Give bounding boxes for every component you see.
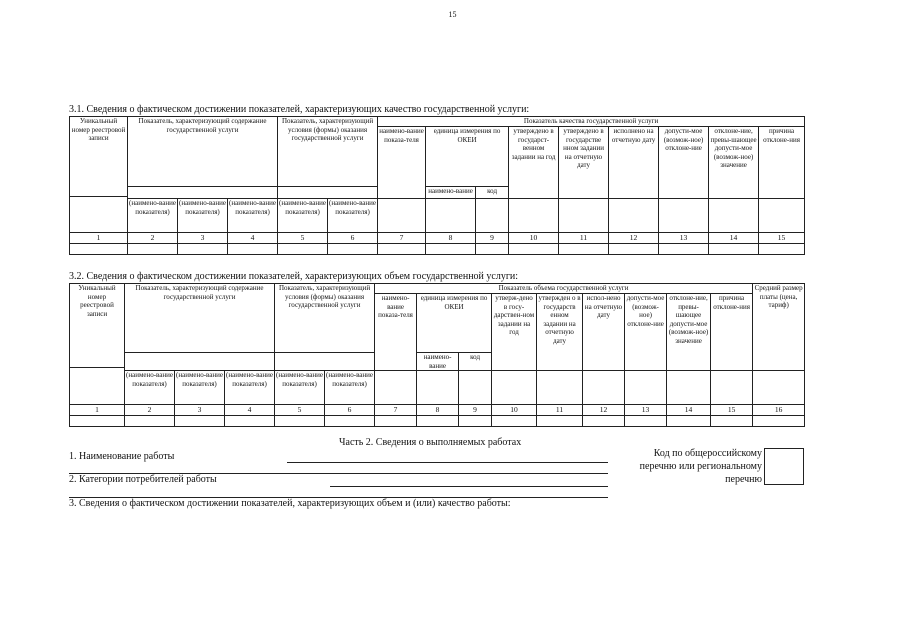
- volume-group-header: Показатель объема государственной услуги: [375, 284, 753, 294]
- col-allowed-deviation: допусти-мое (возмож-ное) отклоне-ние: [659, 127, 709, 199]
- data-cell[interactable]: [375, 416, 417, 427]
- data-cell[interactable]: [275, 416, 325, 427]
- col-number: 13: [659, 233, 709, 244]
- data-cell[interactable]: [459, 416, 492, 427]
- data-cell[interactable]: [328, 244, 378, 255]
- col-number: 14: [667, 405, 711, 416]
- col-content-indicator: Показатель, характеризующий содержание государственной услуги: [128, 117, 278, 187]
- col-allowed-deviation: допусти-мое (возмож-ное) отклоне-ние: [625, 294, 667, 371]
- unit-code-spacer: [476, 199, 509, 233]
- col-executed: исполнено на отчетную дату: [609, 127, 659, 199]
- spacer: [559, 199, 609, 233]
- data-cell[interactable]: [492, 416, 537, 427]
- sub-name: (наимено-вание показателя): [225, 371, 275, 405]
- data-cell[interactable]: [659, 244, 709, 255]
- data-cell[interactable]: [709, 244, 759, 255]
- col-number: 14: [709, 233, 759, 244]
- spacer: [759, 199, 805, 233]
- quality-group-header: Показатель качества государственной услуги: [378, 117, 805, 127]
- col-executed: испол-нено на отчетную дату: [583, 294, 625, 371]
- data-cell[interactable]: [509, 244, 559, 255]
- col-number: 10: [509, 233, 559, 244]
- data-cell[interactable]: [476, 244, 509, 255]
- sub-name: (наимено-вание показателя): [175, 371, 225, 405]
- spacer: [509, 199, 559, 233]
- col-number: 10: [492, 405, 537, 416]
- col-number: 11: [537, 405, 583, 416]
- col-number: 3: [175, 405, 225, 416]
- content-spacer: [125, 353, 275, 371]
- col-number: 9: [476, 233, 509, 244]
- work-name-field[interactable]: [287, 462, 608, 463]
- part2-title: Часть 2. Сведения о выполняемых работах: [339, 437, 522, 448]
- spacer: [537, 371, 583, 405]
- data-cell[interactable]: [759, 244, 805, 255]
- col-number: 6: [328, 233, 378, 244]
- conditions-spacer: [275, 353, 375, 371]
- col-number: 4: [228, 233, 278, 244]
- col-number: 8: [417, 405, 459, 416]
- code-box[interactable]: [764, 448, 804, 485]
- col-unique-number: Уникальный номер реестровой записи: [70, 284, 125, 368]
- spacer: [659, 199, 709, 233]
- sub-name: (наимено-вание показателя): [178, 199, 228, 233]
- col-price: Средний размер платы (цена, тариф): [753, 284, 805, 371]
- conditions-spacer: [278, 187, 378, 199]
- col-number: 12: [609, 233, 659, 244]
- sub-name: (наимено-вание показателя): [228, 199, 278, 233]
- spacer: [667, 371, 711, 405]
- spacer: [609, 199, 659, 233]
- col-exceeding-deviation: отклоне-ние, превы-шающее допусти-мое (возмож-ное) значение: [667, 294, 711, 371]
- data-cell[interactable]: [70, 416, 125, 427]
- col-unit-code: код: [459, 353, 492, 371]
- col-approved-date: утверждено в государстве нном задании на отчетную дату: [559, 127, 609, 199]
- col-number: 7: [378, 233, 426, 244]
- data-cell[interactable]: [225, 416, 275, 427]
- unique-spacer: [70, 371, 125, 405]
- sub-name: (наимено-вание показателя): [325, 371, 375, 405]
- unit-code-spacer: [459, 371, 492, 405]
- col-reason: причина отклоне-ния: [759, 127, 805, 199]
- data-cell[interactable]: [70, 244, 128, 255]
- col-approved-year: утверж-дено в госу-дарствен-ном задании на год: [492, 294, 537, 371]
- data-cell[interactable]: [278, 244, 328, 255]
- unique-spacer: [70, 199, 128, 233]
- section3-title: 3. Сведения о фактическом достижении показателей, характеризующих объем и (или) качество работы:: [69, 498, 511, 509]
- volume-table: [69, 283, 805, 427]
- col-unique-number: Уникальный номер реестровой записи: [70, 117, 128, 197]
- col-number: 15: [759, 233, 805, 244]
- data-cell[interactable]: [325, 416, 375, 427]
- spacer: [711, 371, 753, 405]
- sub-name: (наимено-вание показателя): [125, 371, 175, 405]
- col-approved-date: утвержден о в государств енном задании на отчетную дату: [537, 294, 583, 371]
- col-number: 1: [70, 405, 125, 416]
- col-exceeding-deviation: отклоне-ние, превы-шающее допусти-мое (возмож-ное) значение: [709, 127, 759, 199]
- unit-name-spacer: [426, 199, 476, 233]
- work-name-label: 1. Наименование работы: [69, 451, 175, 462]
- col-unit-name: наимено-вание: [426, 187, 476, 199]
- col-number: 12: [583, 405, 625, 416]
- col-content-indicator: Показатель, характеризующий содержание государственной услуги: [125, 284, 275, 353]
- col-unit-name: наимено-вание: [417, 353, 459, 371]
- col-approved-year: утверждено в государст-венном задании на год: [509, 127, 559, 199]
- quality-table: [69, 116, 805, 255]
- col-number: 2: [125, 405, 175, 416]
- data-cell[interactable]: [583, 416, 625, 427]
- data-cell[interactable]: [228, 244, 278, 255]
- sub-name: (наимено-вание показателя): [278, 199, 328, 233]
- name-spacer: [378, 199, 426, 233]
- page-number: 15: [448, 10, 457, 19]
- data-cell[interactable]: [711, 416, 753, 427]
- spacer: [709, 199, 759, 233]
- col-number: 4: [225, 405, 275, 416]
- data-cell[interactable]: [378, 244, 426, 255]
- data-cell[interactable]: [625, 416, 667, 427]
- col-number: 1: [70, 233, 128, 244]
- data-cell[interactable]: [609, 244, 659, 255]
- col-number: 15: [711, 405, 753, 416]
- data-cell[interactable]: [175, 416, 225, 427]
- content-spacer: [128, 187, 278, 199]
- col-conditions-indicator: Показатель, характеризующий условия (формы) оказания государственной услуги: [278, 117, 378, 187]
- col-number: 16: [753, 405, 805, 416]
- price-spacer: [753, 371, 805, 405]
- data-cell[interactable]: [426, 244, 476, 255]
- code-label: Код по общероссийскому перечню или региональному перечню: [639, 448, 762, 485]
- col-number: 11: [559, 233, 609, 244]
- col-conditions-indicator: Показатель, характеризующий условия (формы) оказания государственной услуги: [275, 284, 375, 353]
- data-cell[interactable]: [128, 244, 178, 255]
- section-volume-title: 3.2. Сведения о фактическом достижении показателей, характеризующих объем государственной услуги:: [69, 271, 519, 282]
- col-number: 6: [325, 405, 375, 416]
- data-cell[interactable]: [559, 244, 609, 255]
- sub-name: (наимено-вание показателя): [128, 199, 178, 233]
- spacer: [583, 371, 625, 405]
- sub-name: (наимено-вание показателя): [275, 371, 325, 405]
- data-cell[interactable]: [667, 416, 711, 427]
- data-cell[interactable]: [417, 416, 459, 427]
- data-cell[interactable]: [178, 244, 228, 255]
- col-reason: причина отклоне-ния: [711, 294, 753, 371]
- col-number: 9: [459, 405, 492, 416]
- name-spacer: [375, 371, 417, 405]
- col-unit: единица измерения по ОКЕИ: [417, 294, 492, 353]
- col-number: 2: [128, 233, 178, 244]
- section-quality-title: 3.1. Сведения о фактическом достижении показателей, характеризующих качество государственной услуги:: [69, 104, 530, 115]
- data-cell[interactable]: [753, 416, 805, 427]
- data-cell[interactable]: [125, 416, 175, 427]
- col-number: 3: [178, 233, 228, 244]
- col-number: 13: [625, 405, 667, 416]
- col-unit-code: код: [476, 187, 509, 199]
- unit-name-spacer: [417, 371, 459, 405]
- col-number: 5: [278, 233, 328, 244]
- col-number: 5: [275, 405, 325, 416]
- spacer: [625, 371, 667, 405]
- data-cell[interactable]: [537, 416, 583, 427]
- col-number: 8: [426, 233, 476, 244]
- spacer: [492, 371, 537, 405]
- consumers-field[interactable]: [330, 486, 608, 487]
- sub-name: (наимено-вание показателя): [328, 199, 378, 233]
- col-number: 7: [375, 405, 417, 416]
- col-indicator-name: наимено-вание показа-теля: [375, 294, 417, 371]
- col-indicator-name: наимено-вание показа-теля: [378, 127, 426, 199]
- consumers-label: 2. Категории потребителей работы: [69, 474, 217, 485]
- col-unit: единица измерения по ОКЕИ: [426, 127, 509, 187]
